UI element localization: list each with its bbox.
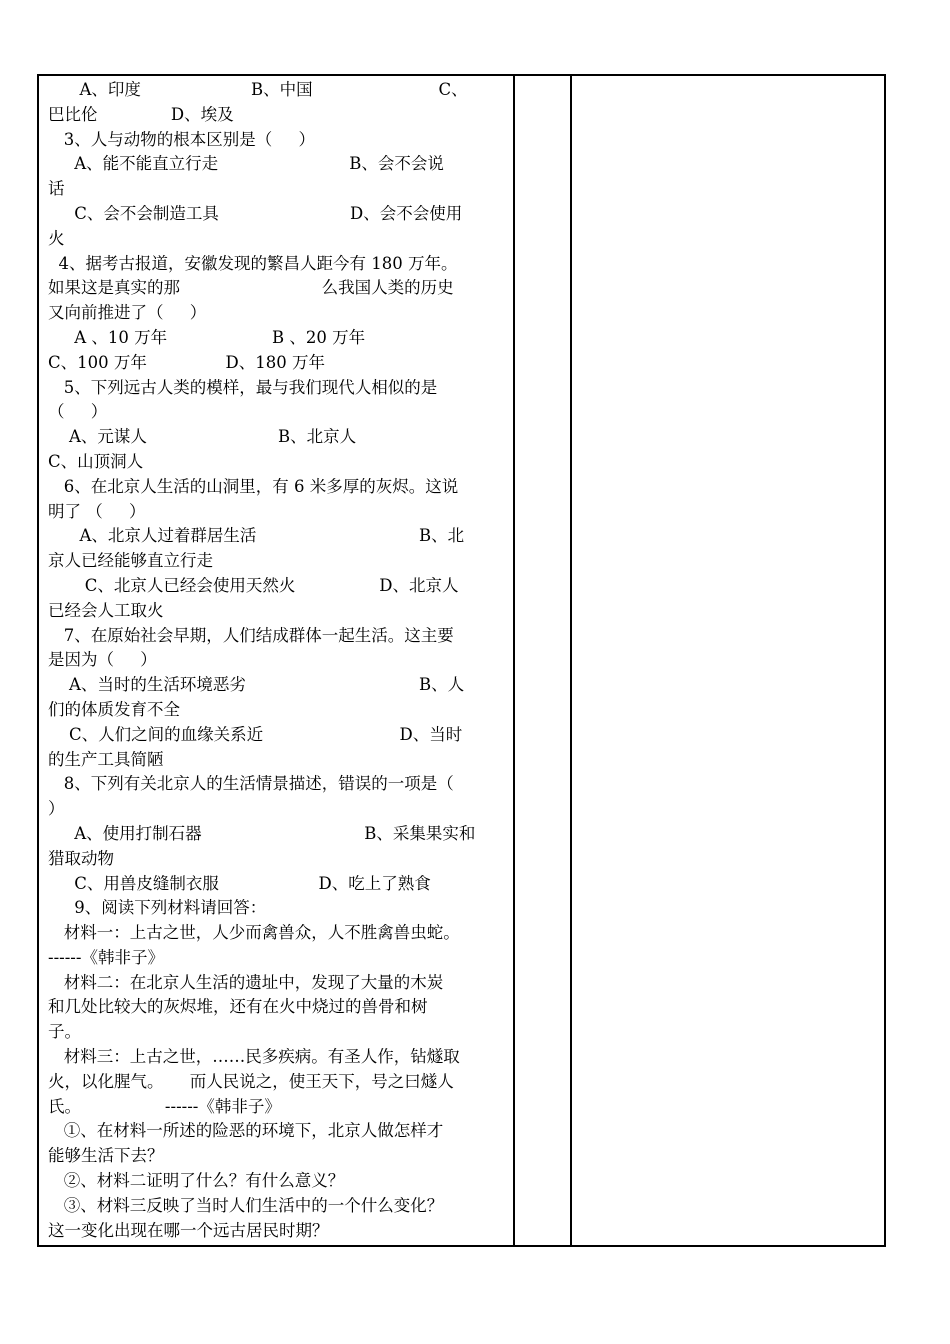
text-line: 能够生活下去？ — [48, 1146, 164, 1166]
text-line: 如果这是真实的那 么我国人类的历史 — [48, 278, 454, 298]
text-line: 这一变化出现在哪一个远古居民时期？ — [48, 1220, 329, 1240]
text-line: 材料二：在北京人生活的遗址中，发现了大量的木炭 — [48, 972, 444, 992]
text-line: 猎取动物 — [48, 848, 114, 868]
text-line: 的生产工具简陋 — [48, 749, 164, 769]
column-divider-2 — [570, 76, 572, 1245]
text-line: 3、人与动物的根本区别是（ ） — [48, 129, 315, 149]
text-line: ①、在材料一所述的险恶的环境下，北京人做怎样才 — [48, 1121, 444, 1141]
text-line: ③、材料三反映了当时人们生活中的一个什么变化？ — [48, 1195, 444, 1215]
text-line: 和几处比较大的灰烬堆，还有在火中烧过的兽骨和树 — [48, 997, 428, 1017]
text-line: 们的体质发育不全 — [48, 699, 180, 719]
text-line: 明了 （ ） — [48, 501, 146, 521]
text-line: C、会不会制造工具 D、会不会使用 — [48, 203, 463, 223]
text-line: 6、在北京人生活的山洞里，有 6 米多厚的灰烬。这说 — [48, 476, 459, 496]
text-line: 子。 — [48, 1022, 81, 1042]
text-line: C、山顶洞人 — [48, 451, 144, 471]
text-line: 8、下列有关北京人的生活情景描述，错误的一项是（ — [48, 774, 454, 794]
text-line: 话 — [48, 179, 65, 199]
text-line: 氏。 ------《韩非子》 — [48, 1096, 281, 1116]
text-line: 巴比伦 D、埃及 — [48, 104, 234, 124]
text-line: 又向前推进了（ ） — [48, 303, 207, 323]
text-line: C、100 万年 D、180 万年 — [48, 352, 326, 372]
text-line: A、当时的生活环境恶劣 B、人 — [48, 675, 465, 695]
text-line: A、印度 B、中国 C、 — [48, 80, 468, 99]
text-line: A、元谋人 B、北京人 — [48, 427, 357, 447]
column-divider-1 — [513, 76, 515, 1245]
text-line: C、人们之间的血缘关系近 D、当时 — [48, 724, 463, 744]
text-line: 4、据考古报道，安徽发现的繁昌人距今有 180 万年。 — [48, 253, 458, 273]
text-line: A、使用打制石器 B、采集果实和 — [48, 823, 476, 843]
text-line: A、能不能直立行走 B、会不会说 — [48, 154, 444, 174]
text-line: （ ） — [48, 402, 108, 422]
text-line: 5、下列远古人类的模样，最与我们现代人相似的是 — [48, 377, 438, 397]
text-line: 已经会人工取火 — [48, 600, 164, 620]
text-line: ） — [48, 799, 65, 819]
text-line: 火，以化腥气。 而人民说之，使王天下，号之曰燧人 — [48, 1071, 454, 1091]
text-line: A 、10 万年 B 、20 万年 — [48, 327, 366, 347]
question-column — [48, 78, 506, 1243]
text-line: ②、材料二证明了什么？有什么意义？ — [48, 1171, 345, 1191]
text-line: C、用兽皮缝制衣服 D、吃上了熟食 — [48, 873, 431, 893]
text-line: 京人已经能够直立行走 — [48, 551, 213, 571]
text-line: 是因为（ ） — [48, 650, 157, 670]
worksheet-table — [37, 74, 886, 1247]
text-line: C、北京人已经会使用天然火 D、北京人 — [48, 575, 459, 595]
text-line: 7、在原始社会早期，人们结成群体一起生活。这主要 — [48, 625, 454, 645]
text-line: A、北京人过着群居生活 B、北 — [48, 526, 465, 546]
text-line: 火 — [48, 228, 65, 248]
text-line: 9、阅读下列材料请回答： — [48, 898, 267, 918]
text-line: ------《韩非子》 — [48, 947, 164, 967]
text-line: 材料一：上古之世，人少而禽兽众，人不胜禽兽虫蛇。 — [48, 923, 460, 943]
text-line: 材料三：上古之世，……民多疾病。有圣人作，钻燧取 — [48, 1047, 460, 1067]
